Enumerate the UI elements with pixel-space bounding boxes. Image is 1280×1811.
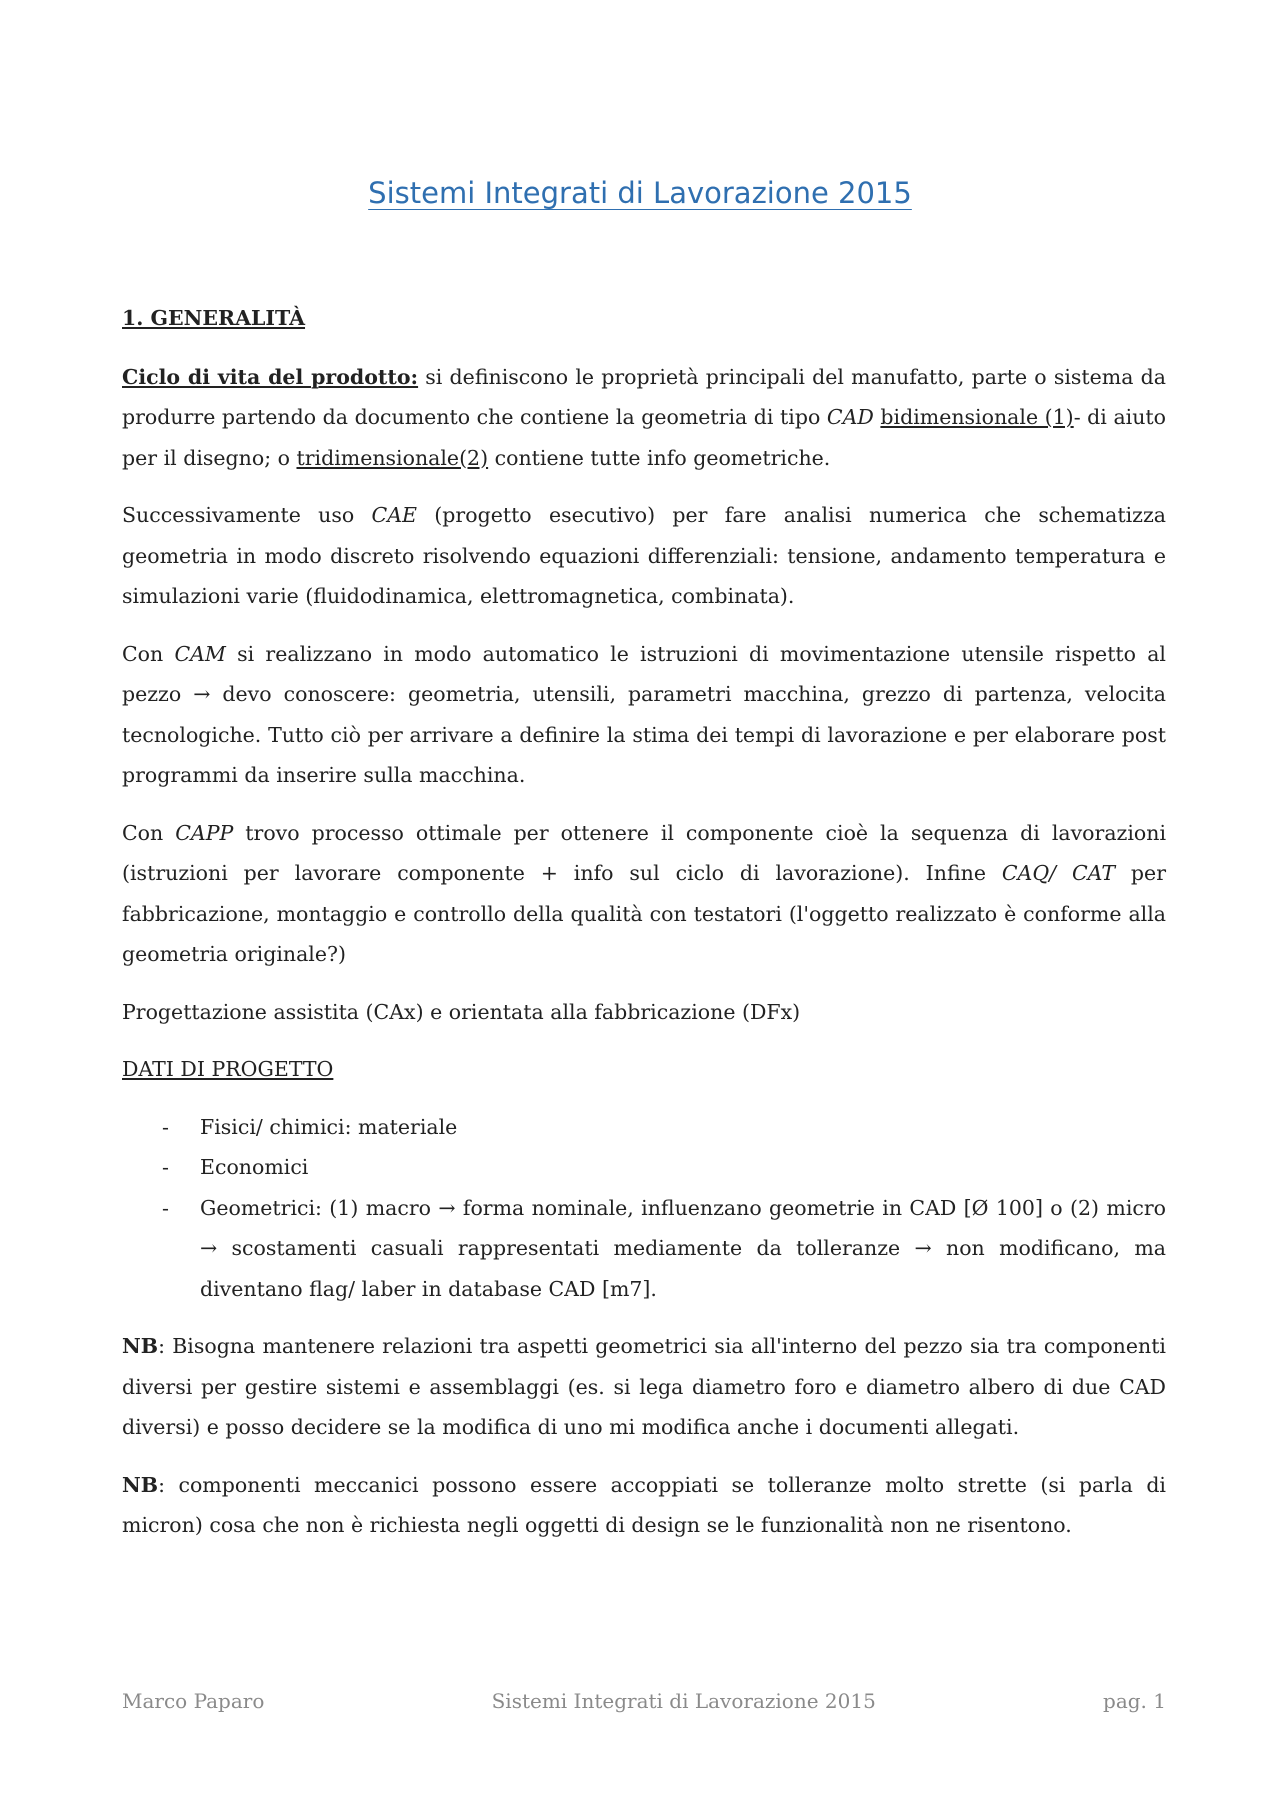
paragraph-text: - di aiuto per il disegno; o [122,405,1166,470]
paragraph-text: : Bisogna mantenere relazioni tra aspetti geometrici sia all'interno del pezzo sia tra componenti diversi per gestire sistemi e assemblaggi (es. si lega diametro foro e diametro albero di due CAD diversi) e posso decidere se la modifica di uno mi modifica anche i documenti allegati. [122,1334,1166,1439]
paragraph-text: si realizzano in modo automatico le istruzioni di movimentazione utensile rispetto al pezzo → devo conoscere: geometria, utensili, parametri macchina, grezzo di partenza, velocita tecnologiche. Tutto ciò per arrivare a definire la stima dei tempi di lavorazione e per elaborare post programmi da inserire sulla macchina. [122,641,1166,787]
list-item-text: Geometrici: (1) macro → forma nominale, influenzano geometrie in CAD [Ø 100] o (2) micro → scostamenti casuali rappresentati mediamente da tolleranze → non modificano, ma diventano flag/ laber in database CAD [m7]. [200,1195,1166,1301]
term-caq-cat: CAQ/ CAT [1001,861,1116,885]
footer-author: Marco Paparo [122,1689,265,1713]
document-title: Sistemi Integrati di Lavorazione 2015 [368,176,912,210]
term-tridimensionale: tridimensionale(2) [296,445,489,470]
paragraph-cam [122,634,1166,796]
paragraph-text: per fabbricazione, montaggio e controllo della qualità con testatori (l'oggetto realizzato è conforme alla geometria originale?) [122,861,1166,966]
nb-label: NB [122,1334,159,1358]
list-item [122,1107,1166,1148]
list-item-text: Economici [200,1155,309,1179]
paragraph-ciclo-di-vita [122,357,1166,479]
paragraph-text: contiene tutte info geometriche. [488,445,831,470]
paragraph-text: (progetto esecutivo) per fare analisi numerica che schematizza geometria in modo discreto risolvendo equazioni differenziali: tensione, andamento temperatura e simulazioni varie (fluidodinamica, elettromagnetica, combinata). [122,503,1166,608]
list-dash: - [162,1155,169,1179]
list-item [122,1147,1166,1188]
term-ciclo-di-vita: Ciclo di vita del prodotto: [122,364,419,389]
subheading-dati-di-progetto: DATI DI PROGETTO [122,1057,334,1081]
paragraph-text: trovo processo ottimale per ottenere il componente cioè la sequenza di lavorazioni (istruzioni per lavorare componente + info sul ciclo di lavorazione). Infine [122,820,1166,885]
paragraph-cae [122,495,1166,617]
paragraph-text: Con [122,641,175,666]
footer-page-number: pag. 1 [1103,1689,1166,1713]
term-cad: CAD [826,405,874,429]
paragraph-nb-1 [122,1326,1166,1448]
list-dash: - [162,1195,169,1220]
term-cam: CAM [174,641,226,666]
paragraph-progettazione: Progettazione assistita (CAx) e orientata alla fabbricazione (DFx) [122,999,801,1024]
paragraph-text: Con [122,820,176,845]
term-cae: CAE [371,503,418,527]
list-item [122,1188,1166,1310]
dati-list [122,1107,1166,1310]
section-heading: 1. GENERALITÀ [122,306,306,330]
footer-title: Sistemi Integrati di Lavorazione 2015 [491,1689,876,1713]
page-footer [122,1689,1166,1713]
term-bidimensionale: bidimensionale (1) [880,405,1074,429]
list-item-text: Fisici/ chimici: materiale [200,1114,458,1139]
paragraph-text: si definiscono le proprietà principali del manufatto, parte o sistema da produrre partendo da documento che contiene la geometria di tipo [122,364,1167,429]
list-dash: - [162,1114,169,1139]
document-body [122,298,1166,1563]
nb-label: NB [122,1472,159,1497]
paragraph-capp [122,813,1166,975]
paragraph-nb-2 [122,1465,1166,1546]
paragraph-text: : componenti meccanici possono essere accoppiati se tolleranze molto strette (si parla di micron) cosa che non è richiesta negli oggetti di design se le funzionalità non ne risentono. [122,1472,1166,1537]
paragraph-text: Successivamente uso [122,503,372,527]
term-capp: CAPP [175,820,234,845]
